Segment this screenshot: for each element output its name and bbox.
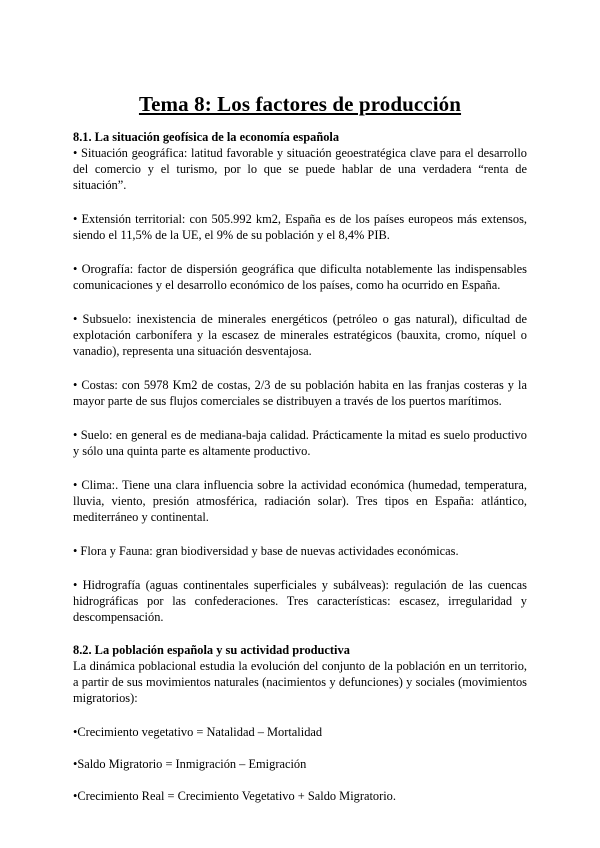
paragraph-flora-fauna: • Flora y Fauna: gran biodiversidad y base de nuevas actividades económicas. xyxy=(73,543,459,558)
formula-saldo-migratorio: •Saldo Migratorio = Inmigración – Emigración xyxy=(73,756,307,771)
paragraph-hidrografia: • Hidrografía (aguas continentales superficiales y subálveas): regulación de las cuencas hidrográficas por las confederaciones. Tres características: escasez, irregularidad y descompensación. xyxy=(73,577,527,625)
section-situacion-geofisica xyxy=(73,130,527,625)
paragraph-clima: • Clima:. Tiene una clara influencia sobre la actividad económica (humedad, temperatura, lluvia, viento, presión atmosférica, radiación solar). Tres tipos en España: atlántico, mediterráneo y continental. xyxy=(73,477,527,525)
paragraph-costas: • Costas: con 5978 Km2 de costas, 2/3 de su población habita en las franjas costeras y la mayor parte de sus flujos comerciales se distribuyen a través de los puertos marítimos. xyxy=(73,378,527,409)
paragraph-dinamica-poblacional: La dinámica poblacional estudia la evolución del conjunto de la población en un territorio, a partir de sus movimientos naturales (nacimientos y defunciones) y sociales (movimientos migratorios): xyxy=(73,658,527,706)
section-heading: 8.1. La situación geofísica de la economía española xyxy=(73,130,340,144)
page-title: Tema 8: Los factores de producción xyxy=(138,92,462,116)
formula-crecimiento-real: •Crecimiento Real = Crecimiento Vegetativo + Saldo Migratorio. xyxy=(73,788,396,803)
paragraph-subsuelo: • Subsuelo: inexistencia de minerales energéticos (petróleo o gas natural), dificultad de explotación carbonífera y la escasez de minerales estratégicos (bauxita, cromo, níquel o vanadio), representa una situación desventajosa. xyxy=(73,311,527,359)
paragraph-situacion-geografica: • Situación geográfica: latitud favorable y situación geoestratégica clave para el desarrollo del comercio y el turismo, por lo que se puede hablar de una verdadera “renta de situación”. xyxy=(73,146,527,193)
section-poblacion xyxy=(73,643,527,804)
formula-crecimiento-vegetativo: •Crecimiento vegetativo = Natalidad – Mortalidad xyxy=(73,724,323,739)
paragraph-orografia: • Orografía: factor de dispersión geográfica que dificulta notablemente las indispensables comunicaciones y el desarrollo económico de los países, como ha ocurrido en España. xyxy=(73,262,527,293)
section-heading: 8.2. La población española y su actividad productiva xyxy=(73,642,350,657)
paragraph-suelo: • Suelo: en general es de mediana-baja calidad. Prácticamente la mitad es suelo productivo y sólo una quinta parte es altamente productivo. xyxy=(73,427,527,459)
paragraph-extension-territorial: • Extensión territorial: con 505.992 km2, España es de los países europeos más extensos, siendo el 11,5% de la UE, el 9% de su población y el 8,4% PIB. xyxy=(73,212,527,243)
